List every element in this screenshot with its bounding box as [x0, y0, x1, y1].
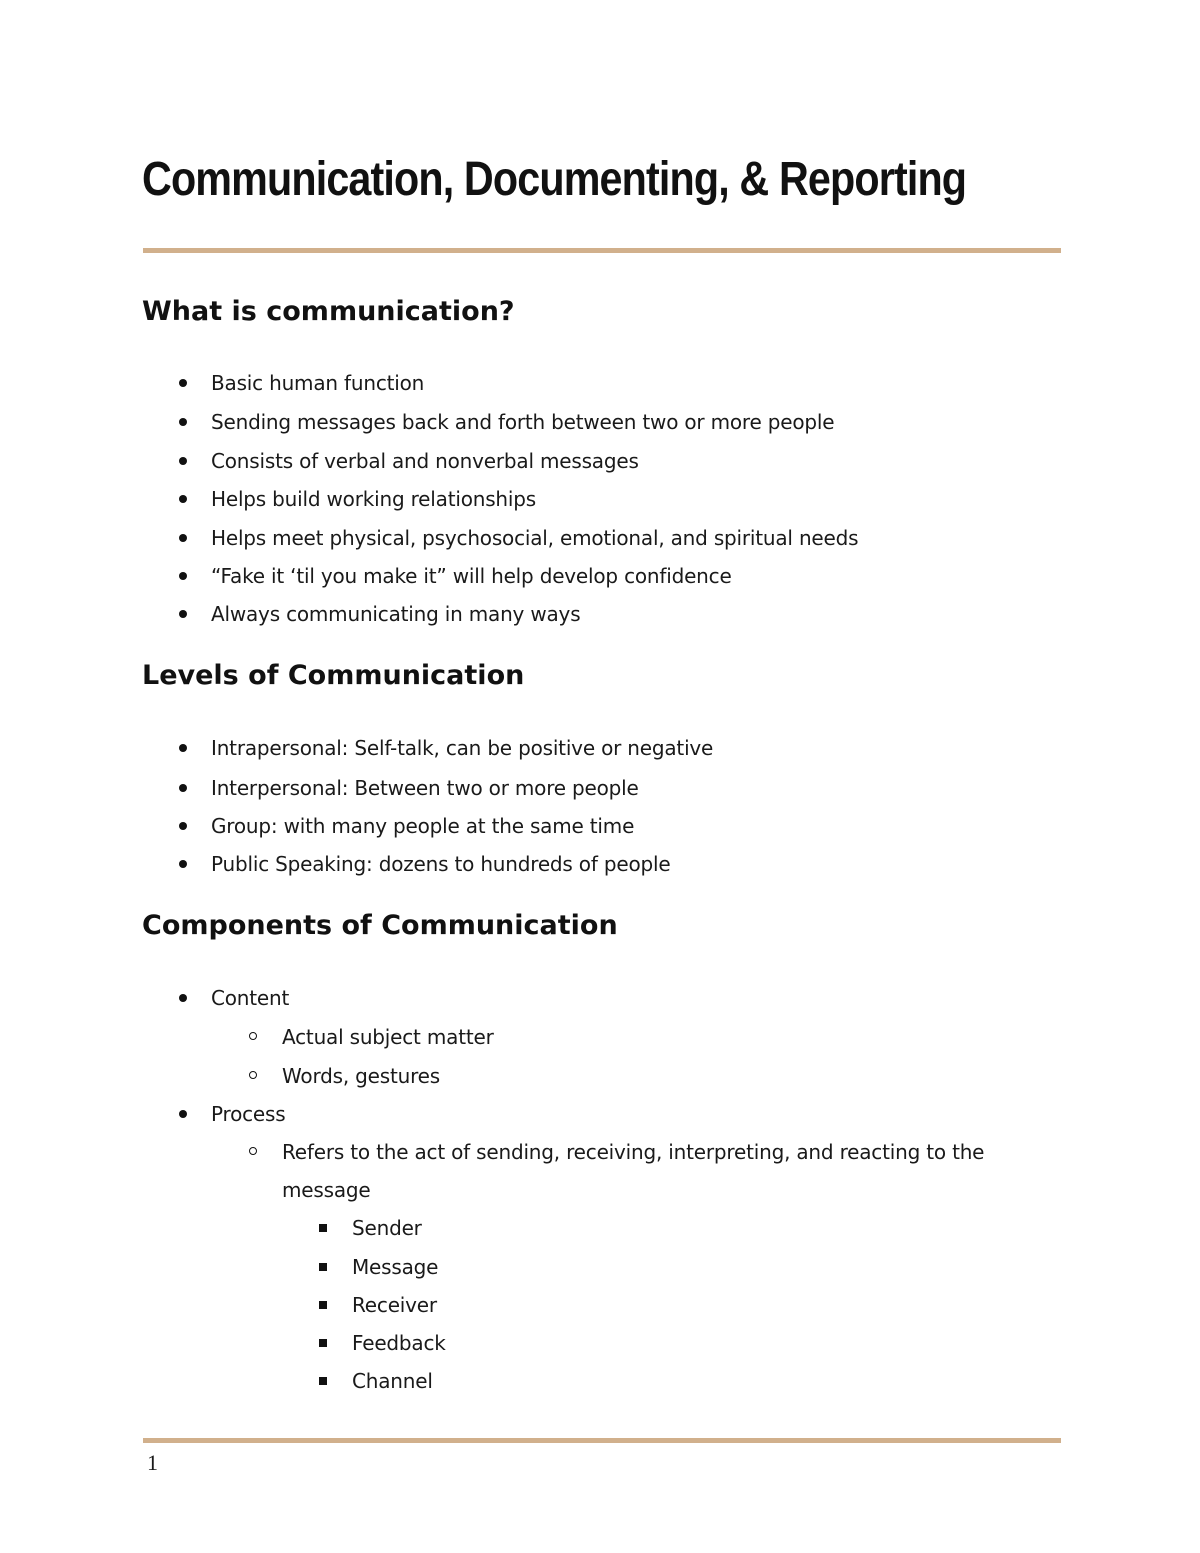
process-element: Channel [352, 1369, 433, 1393]
section-heading-levels-of-communication: Levels of Communication [142, 660, 525, 691]
bullet-disc-icon [179, 379, 187, 387]
bullet-circle-icon [249, 1147, 257, 1155]
process-element: Receiver [352, 1293, 437, 1317]
footer-divider [143, 1438, 1061, 1443]
list-item: Sending messages back and forth between two or more people [211, 410, 835, 434]
list-item: Group: with many people at the same time [211, 814, 635, 838]
list-item: Helps build working relationships [211, 487, 536, 511]
list-item: Public Speaking: dozens to hundreds of people [211, 852, 671, 876]
bullet-disc-icon [179, 457, 187, 465]
sub-list-item: Actual subject matter [282, 1025, 494, 1049]
list-item-content: Content [211, 986, 290, 1010]
bullet-disc-icon [179, 822, 187, 830]
bullet-circle-icon [249, 1032, 257, 1040]
bullet-disc-icon [179, 860, 187, 868]
list-item-process: Process [211, 1102, 286, 1126]
list-item: Consists of verbal and nonverbal messages [211, 449, 639, 473]
bullet-square-icon [319, 1301, 327, 1309]
bullet-disc-icon [179, 572, 187, 580]
sub-list-item-continuation: message [282, 1178, 371, 1202]
list-item: Always communicating in many ways [211, 602, 581, 626]
list-item: Intrapersonal: Self-talk, can be positive or negative [211, 736, 714, 760]
process-element: Message [352, 1255, 439, 1279]
process-element: Sender [352, 1216, 422, 1240]
list-item: Interpersonal: Between two or more people [211, 776, 639, 800]
sub-list-item: Words, gestures [282, 1064, 440, 1088]
bullet-disc-icon [179, 1110, 187, 1118]
list-item: Basic human function [211, 371, 425, 395]
document-title: Communication, Documenting, & Reporting [142, 153, 967, 206]
page-number: 1 [147, 1450, 158, 1475]
bullet-disc-icon [179, 744, 187, 752]
bullet-disc-icon [179, 994, 187, 1002]
title-divider [143, 248, 1061, 253]
bullet-disc-icon [179, 418, 187, 426]
bullet-disc-icon [179, 534, 187, 542]
section-heading-what-is-communication: What is communication? [142, 296, 515, 327]
list-item: Helps meet physical, psychosocial, emotional, and spiritual needs [211, 526, 859, 550]
bullet-disc-icon [179, 495, 187, 503]
bullet-disc-icon [179, 784, 187, 792]
sub-list-item: Refers to the act of sending, receiving, interpreting, and reacting to the [282, 1140, 985, 1164]
bullet-square-icon [319, 1263, 327, 1271]
bullet-square-icon [319, 1339, 327, 1347]
section-heading-components-of-communication: Components of Communication [142, 910, 618, 941]
list-item: “Fake it ‘til you make it” will help develop confidence [211, 564, 732, 588]
bullet-circle-icon [249, 1071, 257, 1079]
process-element: Feedback [352, 1331, 446, 1355]
bullet-square-icon [319, 1224, 327, 1232]
bullet-disc-icon [179, 610, 187, 618]
bullet-square-icon [319, 1377, 327, 1385]
